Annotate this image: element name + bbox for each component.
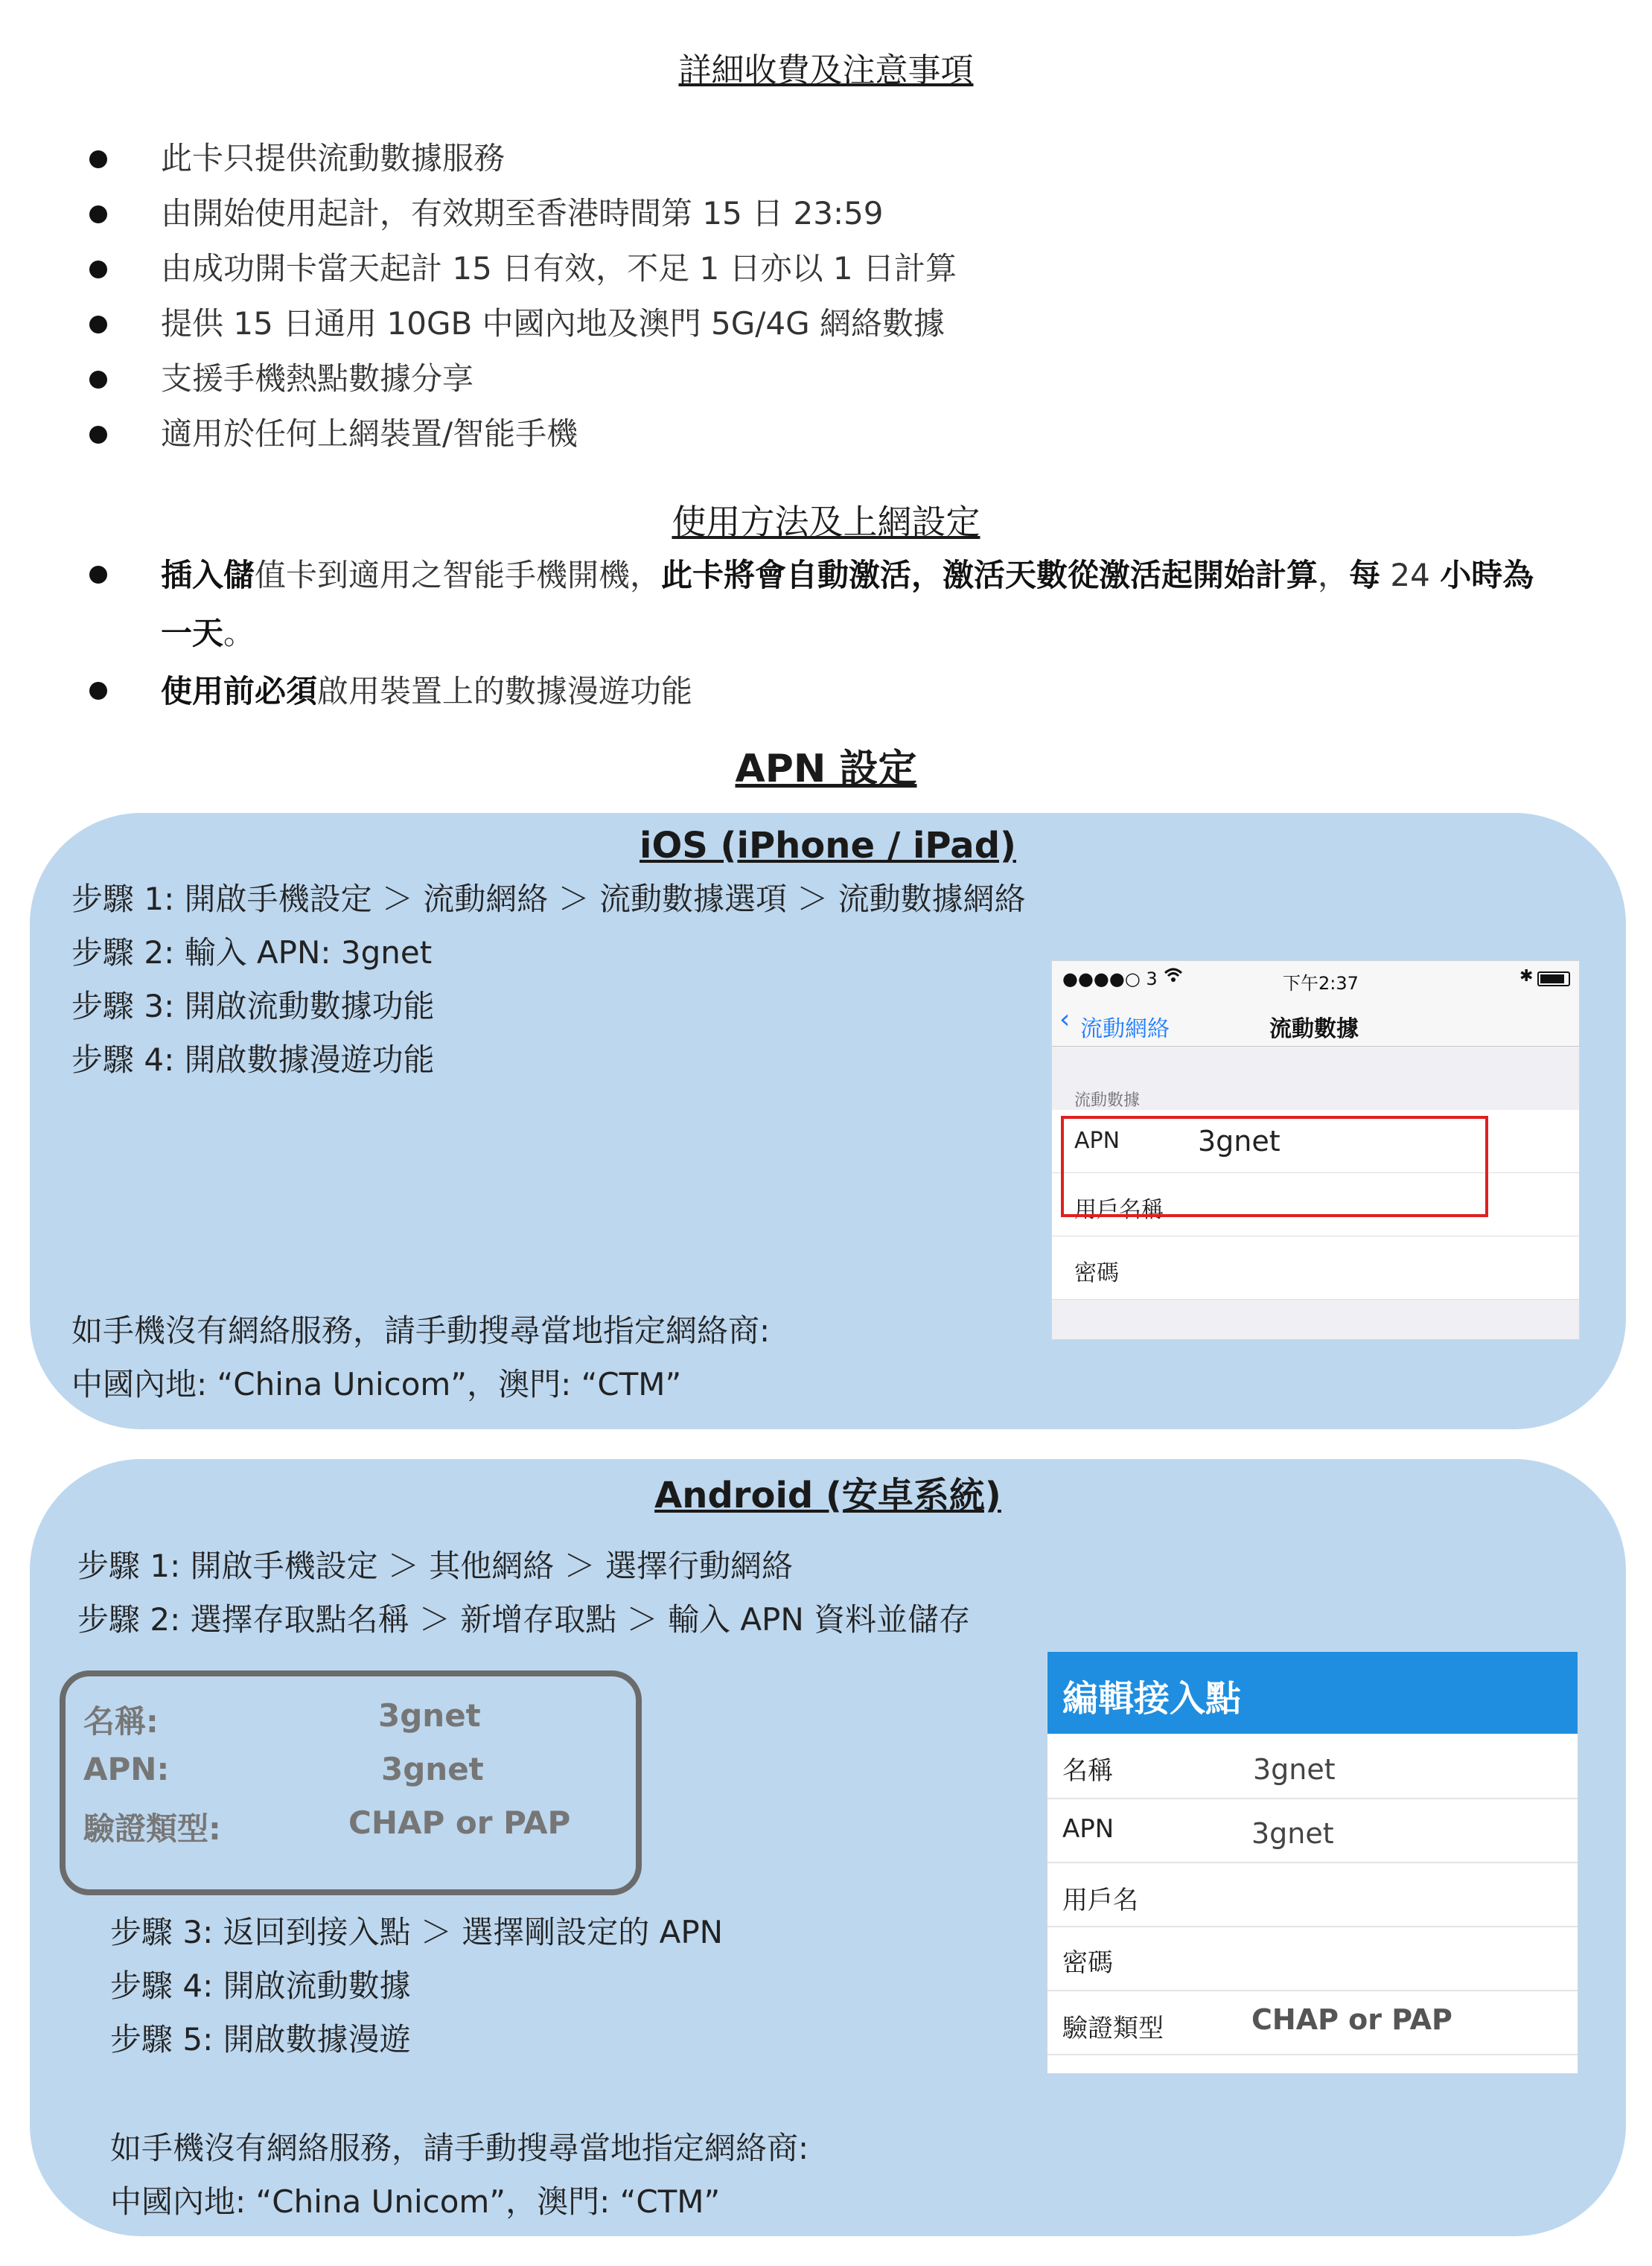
list-item: 由成功開卡當天起計 15 日有效，不足 1 日亦以 1 日計算 <box>0 241 1652 296</box>
row-value[interactable]: 3gnet <box>1251 1817 1334 1850</box>
box-value: 3gnet <box>381 1751 484 1787</box>
battery-icon <box>1537 971 1570 986</box>
step-text: 步驟 3: 返回到接入點 ＞ 選擇剛設定的 APN <box>110 1914 724 1950</box>
text: 。 <box>223 615 255 651</box>
list-item <box>0 546 1593 663</box>
step-text: 步驟 3: 開啟流動數據功能 <box>71 988 435 1024</box>
row-value[interactable]: 3gnet <box>1198 1125 1281 1158</box>
box-label: 驗證類型: <box>83 1810 221 1847</box>
fees-heading: 詳細收費及注意事項 <box>678 51 974 89</box>
android-panel <box>30 1459 1626 2236</box>
nav-title: 流動數據 <box>1269 1016 1359 1042</box>
android-screenshot <box>1047 1651 1578 2074</box>
fees-list <box>0 131 1652 462</box>
note-text: 中國內地: “China Unicom”，澳門: “CTM” <box>71 1366 682 1402</box>
box-label: 名稱: <box>83 1703 159 1740</box>
header-title: 編輯接入點 <box>1062 1678 1242 1720</box>
back-chevron-icon[interactable]: ‹ <box>1059 1004 1071 1035</box>
nav-bar <box>1052 997 1579 1047</box>
row-label: 用戶名 <box>1062 1886 1138 1915</box>
auth-type-row[interactable] <box>1047 1991 1578 2055</box>
status-bar <box>1052 961 1579 997</box>
step-text: 步驟 1: 開啟手機設定 ＞ 流動網絡 ＞ 流動數據選項 ＞ 流動數據網絡 <box>71 881 1026 917</box>
bold-text: 插入儲 <box>161 557 255 593</box>
apn-settings-box <box>60 1670 642 1895</box>
row-value[interactable]: 3gnet <box>1253 1753 1336 1786</box>
row-label: 密碼 <box>1062 1948 1113 1978</box>
android-steps-bottom <box>110 1906 723 2066</box>
note-text: 如手機沒有網絡服務，請手動搜尋當地指定網絡商: <box>110 2130 809 2166</box>
time-text: 下午2:37 <box>1283 973 1359 994</box>
ios-panel <box>30 813 1626 1429</box>
list-item: 由開始使用起計，有效期至香港時間第 15 日 23:59 <box>0 186 1652 241</box>
step-text: 步驟 4: 開啟流動數據 <box>110 1967 411 2004</box>
step-text: 步驟 2: 選擇存取點名稱 ＞ 新增存取點 ＞ 輸入 APN 資料並儲存 <box>77 1601 971 1638</box>
note-text: 如手機沒有網絡服務，請手動搜尋當地指定網絡商: <box>71 1312 771 1349</box>
ios-note <box>71 1304 770 1411</box>
row-label: 驗證類型 <box>1062 2014 1164 2043</box>
row-label: 名稱 <box>1062 1756 1113 1786</box>
box-label: APN: <box>83 1751 170 1787</box>
bold-text: 一天 <box>161 615 224 651</box>
row-label: 用戶名稱 <box>1074 1197 1164 1223</box>
carrier-text: ●●●●○ 3 <box>1062 968 1158 989</box>
bold-text: 使用前必須 <box>161 673 318 709</box>
text: 24 <box>1380 557 1441 593</box>
box-value: CHAP or PAP <box>348 1804 571 1841</box>
step-text: 步驟 2: 輸入 APN: 3gnet <box>71 934 433 971</box>
ios-steps <box>71 872 1026 1087</box>
list-item: 此卡只提供流動數據服務 <box>0 131 1652 186</box>
text: 值卡到適用之智能手機開機， <box>255 557 662 593</box>
android-header <box>1047 1652 1578 1734</box>
list-item <box>0 663 1593 721</box>
android-steps-top <box>77 1539 970 1647</box>
step-text: 步驟 1: 開啟手機設定 ＞ 其他網絡 ＞ 選擇行動網絡 <box>77 1548 793 1584</box>
usage-list <box>0 546 1593 721</box>
section-label: 流動數據 <box>1074 1091 1141 1110</box>
step-text: 步驟 4: 開啟數據漫遊功能 <box>71 1041 435 1078</box>
apn-row[interactable] <box>1047 1799 1578 1863</box>
android-note <box>110 2122 809 2229</box>
name-row[interactable] <box>1047 1735 1578 1799</box>
list-item: 適用於任何上網裝置/智能手機 <box>0 406 1652 462</box>
row-value[interactable]: CHAP or PAP <box>1251 2003 1452 2036</box>
highlight-box <box>1061 1116 1488 1217</box>
row-label: APN <box>1062 1814 1114 1844</box>
list-item: 提供 15 日通用 10GB 中國內地及澳門 5G/4G 網絡數據 <box>0 296 1652 351</box>
list-item: 支援手機熱點數據分享 <box>0 351 1652 406</box>
password-row[interactable] <box>1047 1927 1578 1991</box>
username-row[interactable] <box>1047 1863 1578 1927</box>
bold-text: 小時為 <box>1440 557 1534 593</box>
back-button[interactable]: 流動網絡 <box>1080 1016 1170 1042</box>
row-label: 密碼 <box>1074 1260 1119 1286</box>
bold-text: 此卡將會自動激活，激活天數從激活起開始計算 <box>661 557 1318 593</box>
apn-heading: APN 設定 <box>735 747 917 791</box>
wifi-icon <box>1164 967 1183 988</box>
bold-text: 每 <box>1349 557 1381 593</box>
text: 啟用裝置上的數據漫遊功能 <box>317 673 693 709</box>
step-text: 步驟 5: 開啟數據漫遊 <box>110 2021 411 2058</box>
ios-screenshot <box>1051 960 1580 1340</box>
text: ， <box>1318 557 1350 593</box>
box-value: 3gnet <box>378 1697 481 1734</box>
bluetooth-icon: ✱ <box>1519 967 1534 986</box>
note-text: 中國內地: “China Unicom”，澳門: “CTM” <box>110 2183 721 2220</box>
password-row[interactable] <box>1052 1236 1579 1300</box>
row-label: APN <box>1074 1128 1120 1154</box>
android-title: Android (安卓系統) <box>654 1475 1001 1516</box>
ios-title: iOS (iPhone / iPad) <box>640 825 1016 866</box>
usage-heading: 使用方法及上網設定 <box>672 502 980 542</box>
